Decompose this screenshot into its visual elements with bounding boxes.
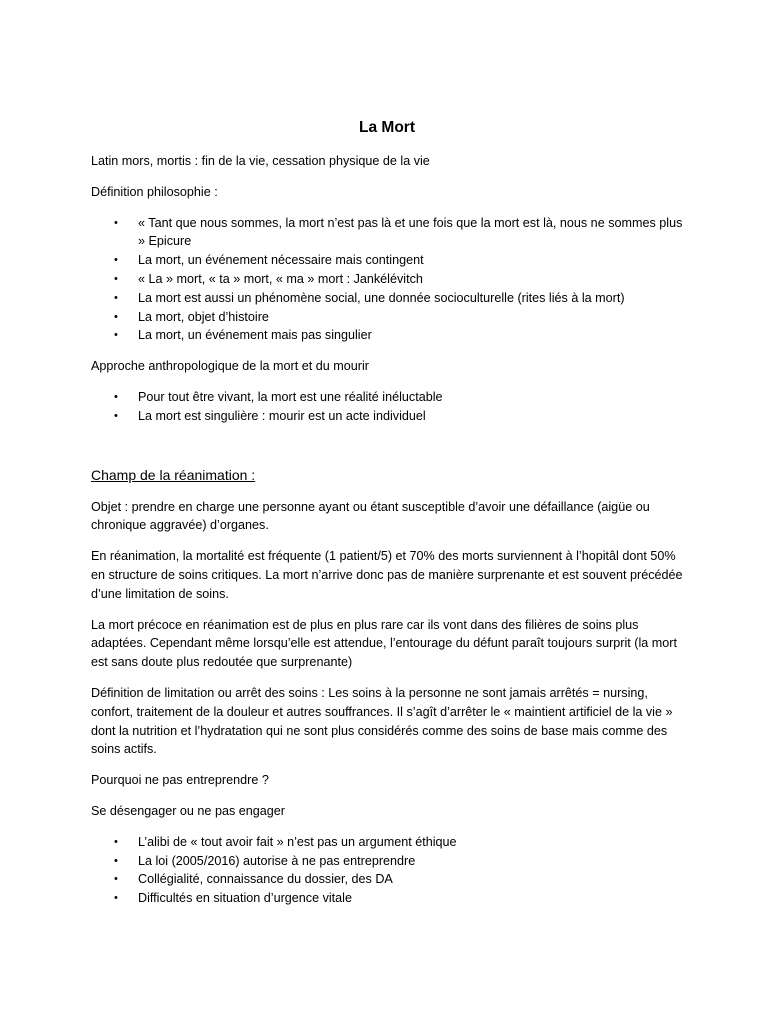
list-item-text: La mort est singulière : mourir est un acte individuel (138, 408, 426, 423)
paragraph-question: Pourquoi ne pas entreprendre ? (91, 773, 269, 788)
page-title: La Mort (359, 119, 415, 136)
intro-paragraph: Latin mors, mortis : fin de la vie, cessation physique de la vie (91, 154, 430, 168)
bullet-icon: • (114, 409, 118, 422)
list-item (91, 870, 683, 889)
list-item (91, 388, 683, 407)
definition-heading: Définition philosophie : (91, 184, 218, 199)
bullet-icon: • (114, 892, 118, 905)
bullet-icon: • (114, 254, 118, 267)
list-item-text: La loi (2005/2016) autorise à ne pas entreprendre (138, 853, 416, 868)
list-item (91, 833, 683, 852)
list-item-text: La mort, un événement nécessaire mais contingent (138, 253, 424, 268)
paragraph-objet: Objet : prendre en charge une personne ayant ou étant susceptible d’avoir une défaillance (aigüe ou chronique aggravée) d’organes. (91, 499, 650, 533)
list-item-text: « Tant que nous sommes, la mort n’est pas là et une fois que la mort est là, nous ne sommes plus » Epicure (138, 215, 683, 249)
list-item-text: « La » mort, « ta » mort, « ma » mort : Jankélévitch (138, 271, 423, 286)
bullet-icon: • (114, 329, 118, 342)
bullet-icon: • (114, 272, 118, 285)
bullet-icon: • (114, 310, 118, 323)
anthropology-heading: Approche anthropologique de la mort et du mourir (91, 359, 369, 374)
list-item-text: Difficultés en situation d’urgence vitale (138, 891, 352, 906)
list-item (91, 889, 683, 908)
list-item (91, 270, 683, 289)
bullet-icon: • (114, 216, 118, 229)
bullet-icon: • (114, 390, 118, 403)
list-item-text: La mort, un événement mais pas singulier (138, 328, 372, 343)
definition-list (91, 214, 683, 346)
paragraph-mortalite: En réanimation, la mortalité est fréquente (1 patient/5) et 70% des morts surviennent à l’hopitâl dont 50% en structure de soins critiques. La mort n’arrive donc pas de manière surprenante et est souvent précédée d’une limitation de soins. (91, 549, 683, 601)
list-item (91, 251, 683, 270)
anthropology-list (91, 388, 683, 426)
section-title-reanimation: Champ de la réanimation : (91, 466, 256, 483)
list-item-text: La mort est aussi un phénomène social, une donnée socioculturelle (rites liés à la mort) (138, 290, 625, 305)
list-item (91, 308, 683, 327)
bullet-icon: • (114, 854, 118, 867)
list-item (91, 326, 683, 345)
bullet-icon: • (114, 291, 118, 304)
list-item (91, 214, 683, 252)
final-list (91, 833, 683, 908)
paragraph-desengager: Se désengager ou ne pas engager (91, 803, 285, 818)
list-item-text: La mort, objet d’histoire (138, 309, 269, 324)
paragraph-limitation: Définition de limitation ou arrêt des soins : Les soins à la personne ne sont jamais arrêtés = nursing, confort, traitement de la douleur et autres souffrances. Il s’agît d’arrêter le « maintient artificiel de la vie » dont la nutrition et l’hydratation qui ne sont plus considérés comme des soins de base mais comme des soins actifs. (91, 685, 673, 757)
list-item-text: Collégialité, connaissance du dossier, des DA (138, 872, 393, 887)
bullet-icon: • (114, 873, 118, 886)
list-item-text: L’alibi de « tout avoir fait » n’est pas un argument éthique (138, 834, 457, 849)
list-item (91, 407, 683, 426)
bullet-icon: • (114, 835, 118, 848)
list-item (91, 852, 683, 871)
document-content (91, 118, 683, 920)
paragraph-mort-precoce: La mort précoce en réanimation est de plus en plus rare car ils vont dans des filières de soins plus adaptées. Cependant même lorsqu’elle est attendue, l’entourage du défunt paraît toujours surprit (la mort est sans doute plus redoutée que surprenante) (91, 617, 677, 670)
list-item-text: Pour tout être vivant, la mort est une réalité inéluctable (138, 389, 443, 404)
list-item (91, 289, 683, 308)
